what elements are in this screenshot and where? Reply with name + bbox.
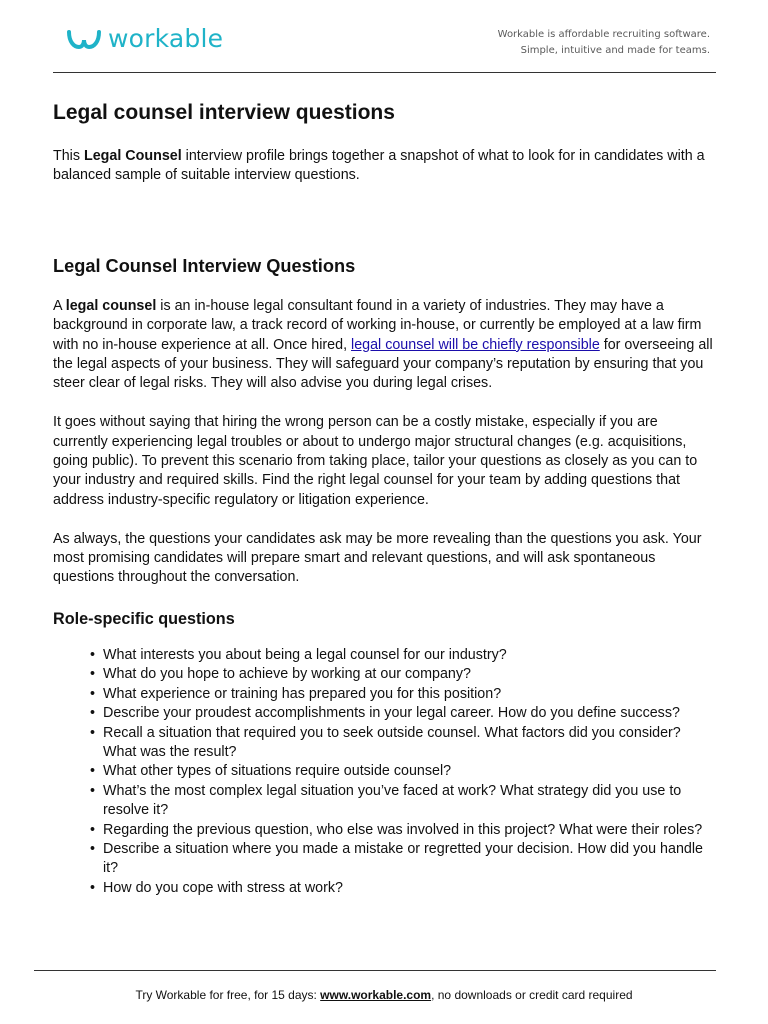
description-paragraph-1 [53,297,716,394]
list-item [53,646,716,665]
bullet-icon: • [90,705,96,722]
question-text: Describe a situation where you made a mistake or regretted your decision. How did you handle it? [103,840,703,877]
description-paragraph-3: As always, the questions your candidates ask may be more revealing than the questions you ask. Your most promising candidates will prepare smart and relevant questions, and will ask spontaneous questions throughout the conversation. [53,530,702,586]
bullet-icon: • [90,763,96,780]
bullet-icon: • [90,724,96,741]
workable-logo-text: workable [108,24,224,53]
bullet-icon: • [90,685,96,702]
question-text: Regarding the previous question, who else was involved in this project? What were their roles? [103,821,703,838]
footer-text-end: , no downloads or credit card required [431,988,633,1002]
responsibilities-link[interactable]: legal counsel will be chiefly responsible [351,336,600,353]
question-text: What other types of situations require outside counsel? [103,763,452,780]
list-item [53,685,716,704]
question-text: Recall a situation that required you to seek outside counsel. What factors did you consider? What was the result? [103,724,681,760]
question-text: How do you cope with stress at work? [103,879,343,896]
bullet-icon: • [90,879,96,896]
list-item [53,665,716,684]
bullet-icon: • [90,782,96,799]
p1-text-start: A [53,297,66,314]
question-text: What’s the most complex legal situation you’ve faced at work? What strategy did you use to resolve it? [103,782,682,819]
p1-text-end: for overseeing all the legal aspects of your business. They will safeguard your company’s reputation by ensuring that you steer clear of legal risks. They will also advise you during legal crises. [53,336,713,392]
p1-bold-term: legal counsel [65,297,157,314]
question-list [53,646,716,898]
description-paragraph-2: It goes without saying that hiring the wrong person can be a costly mistake, especially if you are currently experiencing legal troubles or about to undergo major structural changes (e.g. acquisitions, going public). To prevent this scenario from taking place, tailor your questions as closely as you can to your industry and required skills. Find the right legal counsel for your team by adding questions that address industry-specific regulatory or litigation experience. [53,414,698,508]
header-tagline [498,27,710,59]
footer-divider [34,970,716,971]
workable-logo[interactable] [66,26,223,51]
page-footer [0,988,768,1002]
list-item [53,762,716,781]
intro-paragraph [53,147,716,186]
document-body [53,100,716,898]
footer-website-link[interactable]: www.workable.com [320,988,432,1002]
question-text: What interests you about being a legal counsel for our industry? [103,646,507,663]
bullet-icon: • [90,840,96,857]
list-item [53,840,716,879]
bullet-icon: • [90,646,96,663]
intro-text-end: interview profile brings together a snapshot of what to look for in candidates with a balanced sample of suitable interview questions. [53,148,705,184]
bullet-icon: • [90,666,96,683]
page-title: Legal counsel interview questions [53,101,395,124]
list-item [53,704,716,723]
workable-logo-icon [66,28,102,50]
list-item [53,782,716,821]
intro-bold-term: Legal Counsel [83,148,182,164]
tagline-line-2: Simple, intuitive and made for teams. [520,45,710,56]
p1-text-middle: is an in-house legal consultant found in a variety of industries. They may have a background in corporate law, a track record of working in-house, or currently be employed at a law firm with no in-house experience at all. Once hired, [53,297,702,353]
question-text: What do you hope to achieve by working at our company? [103,666,471,683]
role-specific-heading: Role-specific questions [53,609,235,628]
footer-text-start: Try Workable for free, for 15 days: [135,988,321,1002]
list-item [53,879,716,898]
section-heading: Legal Counsel Interview Questions [53,255,356,276]
intro-text-start: This [53,148,84,164]
question-text: What experience or training has prepared you for this position? [103,685,502,702]
list-item [53,821,716,840]
question-text: Describe your proudest accomplishments in your legal career. How do you define success? [103,705,680,722]
page-header [0,0,768,72]
header-divider [53,72,716,73]
tagline-line-1: Workable is affordable recruiting software. [497,29,710,40]
bullet-icon: • [90,821,96,838]
list-item [53,724,716,763]
